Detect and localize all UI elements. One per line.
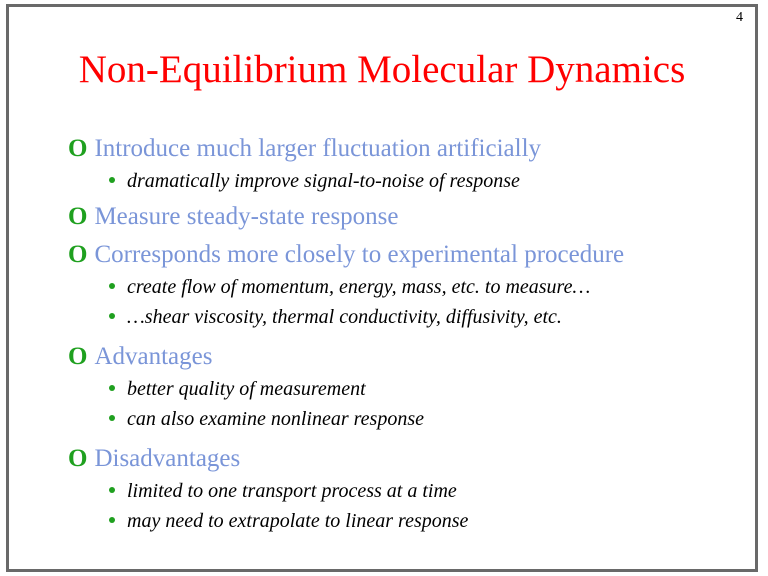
bullet-dot-icon (109, 415, 115, 421)
bullet-dot-icon (109, 283, 115, 289)
sub-bullet-item (109, 407, 424, 431)
sub-bullet-text: limited to one transport process at a time (127, 480, 457, 502)
page-number: 4 (736, 10, 743, 25)
sub-bullet-text: better quality of measurement (127, 378, 366, 400)
bullet-item (68, 444, 240, 474)
slide-title: Non-Equilibrium Molecular Dynamics (78, 48, 686, 91)
bullet-dot-icon (109, 313, 115, 319)
sub-bullet-item (109, 479, 457, 503)
bullet-item (68, 202, 399, 232)
bullet-text: Advantages (94, 343, 213, 370)
sub-bullet-text: create flow of momentum, energy, mass, etc. to measure… (127, 276, 591, 298)
bullet-dot-icon (109, 487, 115, 493)
sub-bullet-text: dramatically improve signal-to-noise of response (127, 170, 520, 192)
bullet-text: Corresponds more closely to experimental procedure (94, 241, 625, 268)
bullet-dot-icon (109, 517, 115, 523)
sub-bullet-text: …shear viscosity, thermal conductivity, diffusivity, etc. (127, 306, 562, 328)
bullet-dot-icon (109, 385, 115, 391)
sub-bullet-item (109, 169, 520, 193)
bullet-o-marker: O (68, 343, 88, 370)
bullet-item (68, 342, 212, 372)
bullet-text: Disadvantages (94, 445, 241, 472)
sub-bullet-item (109, 509, 468, 533)
bullet-o-marker: O (68, 241, 88, 268)
sub-bullet-text: may need to extrapolate to linear response (127, 510, 469, 532)
sub-bullet-text: can also examine nonlinear response (127, 408, 424, 430)
bullet-text: Introduce much larger fluctuation artificially (94, 135, 542, 162)
bullet-text: Measure steady-state response (94, 203, 399, 230)
bullet-dot-icon (109, 177, 115, 183)
sub-bullet-item (109, 377, 366, 401)
bullet-o-marker: O (68, 445, 88, 472)
bullet-item (68, 240, 624, 270)
bullet-o-marker: O (68, 203, 88, 230)
bullet-o-marker: O (68, 135, 88, 162)
bullet-item (68, 134, 541, 164)
sub-bullet-item (109, 275, 590, 299)
sub-bullet-item (109, 305, 562, 329)
